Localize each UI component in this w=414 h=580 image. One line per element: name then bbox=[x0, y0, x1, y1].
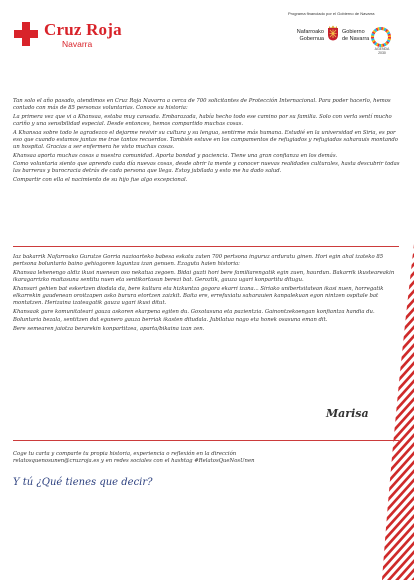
stripe bbox=[378, 361, 414, 405]
brand-region: Navarra bbox=[62, 39, 93, 49]
gov-spanish-line-2: de Navarra bbox=[342, 36, 370, 42]
stripe bbox=[378, 388, 414, 432]
footer-divider bbox=[13, 440, 399, 441]
gov-name-basque bbox=[290, 29, 324, 43]
stripe bbox=[378, 442, 414, 486]
stripe bbox=[378, 397, 414, 441]
basque-story bbox=[13, 254, 401, 335]
gov-basque-line-2: Gobernua bbox=[299, 36, 324, 42]
stripe bbox=[378, 478, 414, 522]
eu-paragraph-5: Boluntaria bezala, sentitzen dut egunero gauza berriak ikasten ditudala. Jubilatua nago eta honek osasuna eman dit. bbox=[13, 317, 328, 324]
eu-paragraph-1: Iaz bakarrik Nafarroako Gurutze Gorria nazioarteko babesa eskatu zuten 700 pertsona inguruz arduratu ginen. Hori egin ahal izateko 85 pertsona boluntario baino gehiagoren laguntza izan genuen. Ezagutu haien historia: bbox=[13, 254, 384, 268]
stripe bbox=[378, 523, 414, 567]
es-paragraph-4: Khansaa aporta muchas cosas a nuestra comunidad. Aporta bondad y paciencia. Tiene una gran confianza en los demás. bbox=[13, 152, 338, 159]
agenda-line-1: AGENDA bbox=[374, 47, 390, 51]
gov-basque-line-1: Nafarroako bbox=[296, 29, 324, 35]
brand-name: Cruz Roja bbox=[44, 20, 122, 39]
es-paragraph-5: Como voluntaria siento que aprendo cada día nuevas cosas, desde abrir la mente y conocer nuevas realidades culturales, hasta descubrir todas las barreras y burocracia detrás de cada persona que llega. Estoy jubilada y esto me ha dado salud. bbox=[13, 161, 400, 175]
cta-line-2 bbox=[13, 458, 313, 465]
es-paragraph-6: Compartir con ella el nacimiento de su hijo fue algo excepcional. bbox=[13, 177, 188, 184]
stripe bbox=[378, 469, 414, 513]
stripe bbox=[378, 379, 414, 423]
agenda-line-2: 2030 bbox=[378, 51, 386, 55]
spanish-story bbox=[13, 98, 401, 186]
stripe bbox=[378, 406, 414, 450]
stripe bbox=[378, 505, 414, 549]
stripe bbox=[378, 496, 414, 540]
stripe bbox=[378, 343, 414, 387]
es-paragraph-1: Tan solo el año pasado, atendimos en Cruz Roja Navarra a cerca de 700 solicitantes de Protección Internacional. Para poder hacerlo, hemos contado con más de 85 personas voluntarias. Conoce su historia: bbox=[13, 98, 391, 112]
agenda-2030-wheel-icon bbox=[371, 25, 391, 49]
eu-paragraph-3: Khansari gehien bat eskertzen diodala da, bere kultura eta hizkuntza gogora ekarri izana... Siriako unibertsitatean ikasi nuen, horregatik elkarrekin gaudenean oroitzapen asko burura etortzen zaizkit. Baita ere, errefuxiatu saharauien kanpalekuan egon nintzen ospitale bat montatzen. Herizaina izateagatik gauza ugari ikusi ditut. bbox=[13, 285, 384, 306]
funding-caption: Programa financiado por el Gobierno de Navarra bbox=[288, 11, 375, 16]
navarra-crest-icon bbox=[327, 25, 339, 41]
signature: Marisa bbox=[326, 407, 369, 420]
stripe bbox=[378, 352, 414, 396]
agenda-2030-label bbox=[369, 47, 395, 55]
stripe bbox=[378, 451, 414, 495]
call-to-action bbox=[13, 451, 313, 465]
stripe bbox=[378, 460, 414, 504]
stripe bbox=[378, 487, 414, 531]
es-paragraph-2: La primera vez que vi a Khansaa, estaba muy cansada. Embarazada, había hecho todo ese camino por su familia. Solo con verla sentí mucho cariño y una sensibilidad especial. Desde entonces, hemos compartido muchas cosas. bbox=[13, 113, 392, 127]
eu-paragraph-6: Bere semearen jaiotza berarekin konpartitzea, aparta/bikaina izan zen. bbox=[13, 325, 205, 332]
stripe bbox=[378, 532, 414, 576]
stripe bbox=[378, 514, 414, 558]
stripe bbox=[378, 415, 414, 459]
cta-email: relatosquenosunen@cruzroja.es bbox=[13, 458, 100, 465]
section-divider bbox=[13, 246, 399, 247]
stripe bbox=[378, 370, 414, 414]
gov-spanish-line-1: Gobierno bbox=[342, 29, 365, 35]
eu-paragraph-2: Khansaa lehenengo aldiz ikusi nuenean oso nekatua zegoen. Bidai guzti hori bere familiarengatik egin zuen, haurdun. Bakarrik ikusteareakin ikaragarrizko maitasuna sentitu nuen eta sentikortasun berezi bat. Geroztik, gauza ugari konpartitu ditugu. bbox=[13, 269, 395, 283]
stripe bbox=[378, 424, 414, 468]
stripe bbox=[378, 334, 414, 378]
closing-question: Y tú ¿Qué tienes que decir? bbox=[13, 477, 153, 488]
cta-hashtag: #RelatosQueNosUnen bbox=[194, 458, 255, 465]
cta-line-2-text: y en redes sociales con el hashtag bbox=[99, 458, 195, 465]
cta-line-1: Coge tu carta y comparte tu propia historia, experiencia o reflexión en la dirección bbox=[13, 451, 237, 457]
eu-paragraph-4: Khansaak gure komunitateari gauza askoren ekarpena egiten du. Goxotasuna eta pazientzia. Gainontzekoengan konfiantza handia du. bbox=[13, 308, 375, 315]
red-cross-icon bbox=[14, 22, 38, 46]
es-paragraph-3: A Khansaa sobre todo le agradezco el dejarme revivir su cultura y su lengua, sentirme más humana. Estudié en la universidad en Siria, es por eso que cuando estamos juntas me trae tantos recuerdos. También estuve en los campamentos de refugiados y refugiadas saharauis montando un hospital. Gracias a ser enfermera he visto muchas cosas. bbox=[13, 129, 398, 150]
